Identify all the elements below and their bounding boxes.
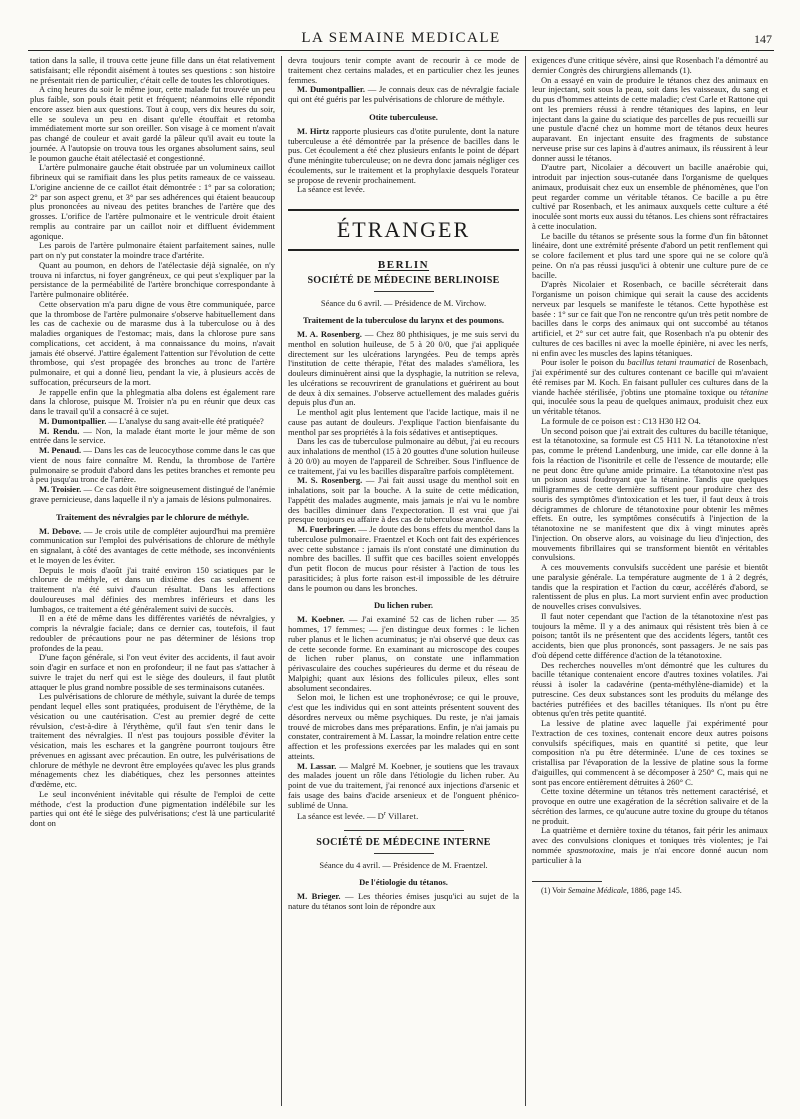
paragraph: Le seul inconvénient inévitable qui résulte de l'emploi de cette méthode, c'est la production d'une pigmentation indélébile sur les parties qui ont été le siège des pulvérisations; c'est là une particularité dont on: [30, 788, 275, 828]
speaker-paragraph: [288, 476, 519, 525]
speaker-name: M. Dumontpallier.: [39, 415, 107, 426]
footnote-divider: [532, 881, 602, 882]
paragraph: Les pulvérisations de chlorure de méthyle, suivant la durée de temps pendant lequel elles sont pratiquées, produisent de l'érythème, de la vésication ou une cautérisation. C'est au premier degré de cette révulsion, c'est-à-dire à l'érythème, qu'il faut s'en tenir dans le traitement des névralgies. Il n'est pas toujours possible d'éviter la vésication, mais les eschares et la gangrène pourront toujours être prévenues en agissant avec précaution. En outre, les pulvérisations de chlorure de méthyle ne devront être employées qu'avec les plus grands ménagements chez les diabétiques, chez les personnes atteintes d'œdème, etc.: [30, 691, 275, 789]
text-run: , 1886, page 145.: [626, 886, 682, 896]
signature: Villaret.: [385, 811, 419, 822]
speaker-text: — J'ai examiné 52 cas de lichen ruber — 35 hommes, 17 femmes; — j'en distingue deux formes : le lichen ruber planus et le lichen acuminatus; je n'ai observé que deux cas de cette seconde forme. En examinant au microscope des coupes de lichen ruber planus, on constate une inflammation périvasculaire des couches supérieures du derme et du réseau de Malpighi; quant aux lésions des follicules pileux, elles sont absolument secondaires.: [288, 614, 519, 693]
speaker-paragraph: [288, 85, 519, 105]
speaker-text: — Chez 80 phthisiques, je me suis servi du menthol en solution huileuse, de 5 à 20 0/0, que j'ai appliquée directement sur les ulcérations laryngées. Peu de temps après l'institution de cette thérapie, l'état des malades s'améliora, les douleurs diminuèrent ainsi que la dysphagie, la nutrition se releva, les ulcérations se recouvrirent de granulations et guérirent au bout de deux à dix semaines. J'observe actuellement des malades guéris depuis plus d'un an.: [288, 329, 520, 408]
speaker-text: — Les théories émises jusqu'ici au sujet de la nature du tétanos sont loin de répondre aux: [288, 890, 519, 911]
paragraph: L'artère pulmonaire gauche était obstruée par un volumineux caillot fibrineux qui se ramifiait dans les plus petits rameaux de ce vaisseau. L'origine ancienne de ce caillot était démontrée : 1° par sa coloration; 2° par son aspect grenu, et 3° par ses adhérences qui étaient beaucoup plus prononcées au niveau des petites branches de l'artère que des grosses. L'orifice de l'artère pulmonaire et le ventricule droit étaient remplis au contraire par un caillot noir et diffluent évidemment agonique.: [30, 162, 275, 241]
divider: [374, 291, 434, 292]
column-1: [28, 56, 281, 1106]
paragraph: La lessive de platine avec laquelle j'ai expérimenté pour l'extraction de ces toxines, contenait encore deux autres poisons convulsifs spécifiques, mais en quantité si petite, que leur composition n'a pu être déterminée. L'une de ces toxines se cristallisa par l'évaporation de la lessive de platine sous la forme d'aiguilles, qui commencent à se décomposer à 250° C, mais qui ne sont pas encore entièrement détruites à 260° C.: [532, 718, 768, 787]
italic-term: bacillus tetani traumatici: [627, 357, 715, 368]
speaker-text: rapporte plusieurs cas d'otite purulente, dont la nature tuberculeuse a été démontrée par la présence de bacilles dans le pus. Cet écoulement a été chez plusieurs enfants le point de départ d'une méningite tuberculeuse; on ne devra donc jamais négliger ces écoulements, sur le traitement et la prophylaxie desquels l'orateur se propose de revenir prochainement.: [288, 125, 519, 185]
formula-line: La formule de ce poison est : C13 H30 H2 O4.: [541, 415, 701, 426]
columns: [28, 56, 774, 1106]
speaker-name: M. Koebner.: [297, 614, 345, 625]
section-title: ÉTRANGER: [336, 217, 471, 242]
section-heading: Du lichen ruber.: [374, 600, 433, 611]
paragraph: Dans les cas de tuberculose pulmonaire au début, j'ai eu recours aux inhalations de menthol (15 à 20 gouttes d'une solution huileuse à 20 0/0) au moyen de l'appareil de Schreiber. Sous l'influence de ce traitement, j'ai vu les bacilles disparaître parfois complètement.: [288, 436, 519, 476]
paragraph: A ces mouvements convulsifs succèdent une parésie et bientôt une paralysie générale. La température augmente de 1 à 2 degrés, tandis que la respiration et l'action du cœur, accélérés d'abord, se ralentissent de plus en plus. La mort survient enfin avec production de nouvelles crises convulsives.: [532, 562, 768, 611]
speaker-text: — Non, la malade étant morte le jour même de son entrée dans le service.: [30, 425, 275, 446]
speaker-name: M. Dumontpallier.: [297, 84, 365, 95]
text-run: de Rosenbach, j'ai expérimenté sur des cultures contenant ce bacille qui m'avaient été remises par M. Koch. En faisant pulluler ces cultures dans de la viande hachée stérilisée, j'obtins une ptomaïne toxique ou: [532, 357, 769, 397]
paragraph: Il en a été de même dans les différentes variétés de névralgies, y compris la névralgie faciale; dans ce dernier cas, toutefois, il faut redoubler de précautions pour ne pas déterminer de lésions trop profondes de la peau.: [30, 613, 275, 653]
paragraph: exigences d'une critique sévère, ainsi que Rosenbach l'a démontré au dernier Congrès des chirurgiens allemands (1).: [532, 56, 768, 75]
text-run: La quatrième et dernière toxine du tétanos, fait périr les animaux avec des convulsions cloniques et toniques très violentes; je l'ai nommée: [532, 825, 768, 855]
signoff-line: [288, 810, 519, 822]
text-run: , mais je n'ai encore donné aucun nom particulier à la: [532, 844, 768, 865]
paragraph: Cette observation m'a paru digne de vous être communiquée, parce que la thrombose de l'artère pulmonaire s'observe habituellement dans les cas de cachexie ou de marasme dus à la tuberculose ou à des maladies organiques de l'estomac; mais, dans la chlorose pure sans complications, cet accident, à ma connaissance du moins, n'avait jamais été observé. J'attire également l'attention sur l'évolution de cette thrombose, qui s'est propagée des bronches au tronc de l'artère pulmonaire, et qui a donné lieu, pendant la vie, à plusieurs accès de suffocation, précurseurs de la mort.: [30, 298, 275, 387]
paragraph: tation dans la salle, il trouva cette jeune fille dans un état relativement satisfaisant; elle répondit aisément à toutes ses questions : son histoire ne présentait rien de particulier, c'était celle de toutes les chlorotiques.: [30, 56, 275, 85]
italic-term: spasmotoxine: [566, 844, 614, 855]
speaker-text: — Je doute des bons effets du menthol dans la tuberculose pulmonaire. Fraentzel et Koch ont fait des expériences avec cette substance : jamais ils n'ont constaté une diminution du nombre des bacilles. Il suffit que ces bacilles soient enveloppés d'un petit flocon de mucus pour résister à l'action de tous les parasiticides; à plus forte raison est-il impossible de les détruire dans le poumon ou dans les bronches.: [288, 524, 519, 593]
speaker-text: — Ce cas doit être soigneusement distingué de l'anémie grave pernicieuse, dans laquelle il n'y a jamais de lésions pulmonaires.: [30, 484, 275, 504]
section-rule-bottom: [288, 249, 519, 251]
speaker-text: — J'ai fait aussi usage du menthol soit en inhalations, soit par la bouche. A la suite de cette médication, l'appétit des malades augmente, mais jamais je n'ai vu le nombre des bacilles diminuer dans l'expectoration. Il est vrai que j'ai presque toujours eu affaire à des cas de tuberculose avancée.: [288, 475, 520, 525]
paragraph: Je rappelle enfin que la phlegmatia alba dolens est également rare dans la chlorose, puisque M. Troisier n'a pu en réunir que deux cas dans le travail qu'il a consacré à ce sujet.: [30, 386, 275, 416]
column-2: [281, 56, 526, 1106]
journal-title: LA SEMAINE MEDICALE: [301, 30, 501, 46]
speaker-name: M. Hirtz: [297, 125, 330, 136]
paragraph: Le menthol agit plus lentement que l'acide lactique, mais il ne cause pas autant de douleurs. J'explique l'action bienfaisante du menthol par ses propriétés à la fois sédatives et antiseptiques.: [288, 407, 519, 437]
speaker-name: M. Penaud.: [39, 445, 82, 455]
paragraph: Selon moi, le lichen est une trophonévrose; ce qui le prouve, c'est que les individus qui en sont atteints présentent souvent des désordres nerveux ou même psychiques. Du reste, je n'ai jamais trouvé de microbes dans mes préparations. Enfin, je n'ai jamais pu constater, contrairement à M. Lassar, la moindre relation entre cette affection et les professions exercées par les malades qui en sont atteints.: [288, 692, 519, 761]
section-rule-top: [288, 209, 519, 211]
italic-term: Semaine Médicale: [567, 886, 627, 896]
speaker-text: — Malgré M. Koebner, je soutiens que les travaux des malades jouent un rôle dans l'étiologie du lichen ruber. Au point de vue du traitement, j'ai renoncé aux injections d'arsenic et fais usage des bains d'acide arsenieux et de l'onguent phénico-sublimé de Unna.: [288, 760, 520, 810]
speaker-name: M. A. Rosenberg.: [297, 329, 362, 339]
speaker-name: M. Fuerbringer.: [297, 524, 357, 534]
paragraph: Depuis le mois d'août j'ai traité environ 150 sciatiques par le chlorure de méthyle, et dans un dixième des cas seulement ce traitement n'a été suivi d'aucun résultat. Dans les affections douloureuses mal définies des membres inférieurs et dans les lumbagos, ce traitement a été généralement suivi de succès.: [30, 564, 275, 614]
section-heading: Traitement de la tuberculose du larynx et des poumons.: [302, 315, 505, 325]
city-heading: BERLIN: [377, 259, 430, 271]
paragraph: [532, 358, 768, 417]
paragraph: Les parois de l'artère pulmonaire étaient parfaitement saines, nulle part on n'y put constater la moindre trace d'artérite.: [30, 240, 275, 260]
society-heading: SOCIÉTÉ DE MÉDECINE BERLINOISE: [307, 275, 500, 286]
society-heading: SOCIÉTÉ DE MÉDECINE INTERNE: [316, 836, 491, 848]
paragraph: D'une façon générale, si l'on veut éviter des accidents, il faut avoir soin d'agir en surface et non en profondeur; il ne faut pas s'attacher à suivre le trajet du nerf qui est le siège des douleurs, il faut plutôt attaquer le plus grand nombre possible de ses terminaisons cutanées.: [30, 652, 275, 692]
speaker-name: M. Lassar.: [297, 760, 337, 771]
speaker-name: M. S. Rosenberg.: [297, 475, 363, 486]
paragraph: Le bacille du tétanos se présente sous la forme d'un fin bâtonnet linéaire, dont une extrémité présente d'abord un petit renflement qui se colore facilement et plus tard une spore qui ne se colore qu'à peine. On n'a pas réussi jusqu'ici à obtenir une culture pure de ce bacille.: [532, 230, 768, 280]
seance-line: Séance du 4 avril. — Présidence de M. Fraentzel.: [319, 859, 488, 870]
paragraph: Cette toxine détermine un tétanos très nettement caractérisé, et provoque en outre une exagération de la sécrétion salivaire et de la sécrétion des larmes, ce qu'aucune autre toxine du groupe du tétanos ne produit.: [532, 786, 768, 826]
speaker-name: M. Debove.: [39, 525, 82, 536]
speaker-paragraph: [288, 525, 519, 593]
speaker-paragraph: [30, 446, 275, 485]
speaker-paragraph: [288, 615, 519, 693]
paragraph: Un second poison que j'ai extrait des cultures du bacille tétanique, est la tétanotoxine, sa formule est C5 H11 N. La tétanotoxine n'est pas, comme le prétend Landenburg, une imide, car elle donne à la fois la réaction de l'isonitrile et celle de l'essence de moutarde; elle ne peut donc être qu'une amide primaire. La tétanotoxine n'est pas un poison aussi foudroyant que la tétanine. Tandis que quelques milligrammes de cette dernière suffisent pour produire chez des souris des symptômes d'intoxication et les tuer, il faut deux à trois décigrammes de chlorure de tétanotoxine pour obtenir les mêmes effets. En outre, les symptômes consécutifs à l'injection de la tétanotoxine ne se manifestent que dix à vingt minutes après l'injection. On observe alors, au voisinage du lieu d'injection, des mouvements fibrillaires qui se transforment bientôt en véritables convulsions.: [532, 425, 768, 563]
speaker-paragraph: [30, 427, 275, 447]
paragraph: On a essayé en vain de produire le tétanos chez des animaux en leur injectant, soit sous la peau, soit dans les vaisseaux, du sang et du pus d'hommes atteints de cette maladie; c'est Carle et Rattone qui ont les premiers réussi à rendre tétaniques des lapins, en leur injectant dans la gaine du sciatique des parcelles de pus recueilli sur une pustule d'acné chez un homme mort de tétanos deux heures auparavant. En injectant ensuite des fragments de substance nerveuse prise sur ces lapins à d'autres animaux, ils réussirent à leur donner aussi le tétanos.: [532, 74, 768, 163]
seance-levee: La séance est levée.: [297, 184, 365, 195]
paragraph: devra toujours tenir compte avant de recourir à ce mode de traitement chez certains malades, et en particulier chez les jeunes femmes.: [288, 56, 519, 85]
italic-term: tétanine: [740, 386, 768, 397]
speaker-name: M. Rendu.: [39, 425, 80, 436]
section-heading: De l'étiologie du tétanos.: [359, 876, 448, 887]
speaker-paragraph: [288, 330, 519, 408]
seance-line: Séance du 6 avril. — Présidence de M. Virchow.: [320, 298, 487, 308]
speaker-name: M. Brieger.: [297, 890, 341, 901]
speaker-paragraph: [30, 527, 275, 566]
text-run: qui, inoculée sous la peau de quelques animaux, produisit chez eux un véritable tétanos.: [532, 396, 768, 416]
page-number: 147: [754, 32, 772, 46]
seance-levee: La séance est levée. — D: [297, 811, 384, 822]
speaker-paragraph: [30, 485, 275, 505]
paragraph: Il faut noter cependant que l'action de la tétanotoxine n'est pas toujours la même. Il y a des animaux qui résistent très bien à ce poison; tantôt ils ne présentent que des accidents légers, tantôt ces accidents, bien que plus prononcés, sont passagers. Je ne sais pas d'où dépend cette différence d'action de la tétanotoxine.: [532, 610, 768, 660]
text-run: (1) Voir: [541, 886, 568, 896]
paragraph: Des recherches nouvelles m'ont démontré que les cultures du bacille tétanique contenaient encore d'autres toxines volatiles. J'ai réussi à isoler la cadavérine (penta-méthylène-diamide) et la putrescine. Ces deux substances sont les produits du mélange des bactéries putréfiées et des bacilles tétaniques. Ils n'ont pu être obtenus qu'en très petite quantité.: [532, 659, 768, 719]
speaker-name: M. Troisier.: [39, 484, 82, 494]
paragraph: [532, 826, 768, 865]
paragraph: A cinq heures du soir le même jour, cette malade fut trouvée un peu plus faible, son pouls était petit et fréquent; néanmoins elle répondit encore assez bien aux questions. Tout à coup, vers dix heures du soir, elle se souleva un peu en disant qu'elle étouffait et retomba immédiatement morte sur son oreiller. Son visage à ce moment n'avait pas changé de couleur et avait gardé la pâleur qu'il avait eu toute la journée. A l'autopsie on trouva tous les organes absolument sains, seul le poumon gauche était atélectasié et congestionné.: [30, 84, 275, 163]
footnote: [532, 886, 768, 896]
page-header: [28, 28, 774, 51]
speaker-text: — Je connais deux cas de névralgie faciale qui ont été guéris par les pulvérisations de chlorure de méthyle.: [288, 84, 519, 104]
speaker-paragraph: [288, 762, 519, 811]
speaker-text: — Je crois utile de compléter aujourd'hui ma première communication sur l'emploi des pulvérisations de chlorure de méthyle en signalant, à côté des avantages de cette méthode, ses inconvénients et le moyen de les éviter.: [30, 525, 275, 565]
paragraph: D'autre part, Nicolaier a découvert un bacille anaérobie qui, introduit par injection sous-cutanée dans l'organisme de quelques animaux, produisait chez eux un ensemble de phénomènes, que l'on peut regarder comme un véritable tétanos. Ce bacille a pu être cultivé par Rosenbach, et les animaux auxquels cette culture a été inoculée sont morts eux aussi du tétanos. Les chiens sont réfractaires à cette inoculation.: [532, 162, 768, 231]
speaker-text: — L'analyse du sang avait-elle été pratiquée?: [106, 415, 264, 426]
section-heading: Otite tuberculeuse.: [369, 111, 438, 122]
section-heading: Traitement des névralgies par le chlorure de méthyle.: [55, 511, 250, 522]
speaker-paragraph: [288, 892, 519, 912]
divider: [344, 830, 464, 831]
paragraph: Quant au poumon, en dehors de l'atélectasie déjà signalée, on n'y trouva ni infarctus, ni foyer gangréneux, ce qui peut s'expliquer par la persistance de la perméabilité de l'artère bronchique correspondante à l'artère pulmonaire oblitérée.: [30, 259, 275, 299]
signature-superscript: r: [383, 811, 386, 818]
column-3: [526, 56, 774, 1106]
text-run: Pour isoler le poison du: [541, 357, 628, 368]
speaker-paragraph: [288, 127, 519, 186]
speaker-text: — Dans les cas de leucocythose comme dans le cas que vient de nous faire connaître M. Rendu, la thrombose de l'artère pulmonaire se produit d'abord dans les petites branches et remonte peu à peu jusqu'au tronc de l'artère.: [30, 445, 276, 485]
paragraph: D'après Nicolaier et Rosenbach, ce bacille sécréterait dans l'organisme un poison chimique qui serait la cause des accidents nerveux par lesquels se manifeste le tétanos. Cette hypothèse est basée : 1° sur ce fait que l'on ne rencontre qu'un très petit nombre de bacilles dans le corps des animaux qui ont succombé au tétanos artificiel, et 2° sur cet autre fait, que Rosenbach n'a pu obtenir des cultures de ces bacilles ni avec la moelle épinière, ni avec les nerfs, ni enfin avec les muscles des lapins tétaniques.: [532, 279, 768, 358]
divider: [374, 853, 434, 854]
